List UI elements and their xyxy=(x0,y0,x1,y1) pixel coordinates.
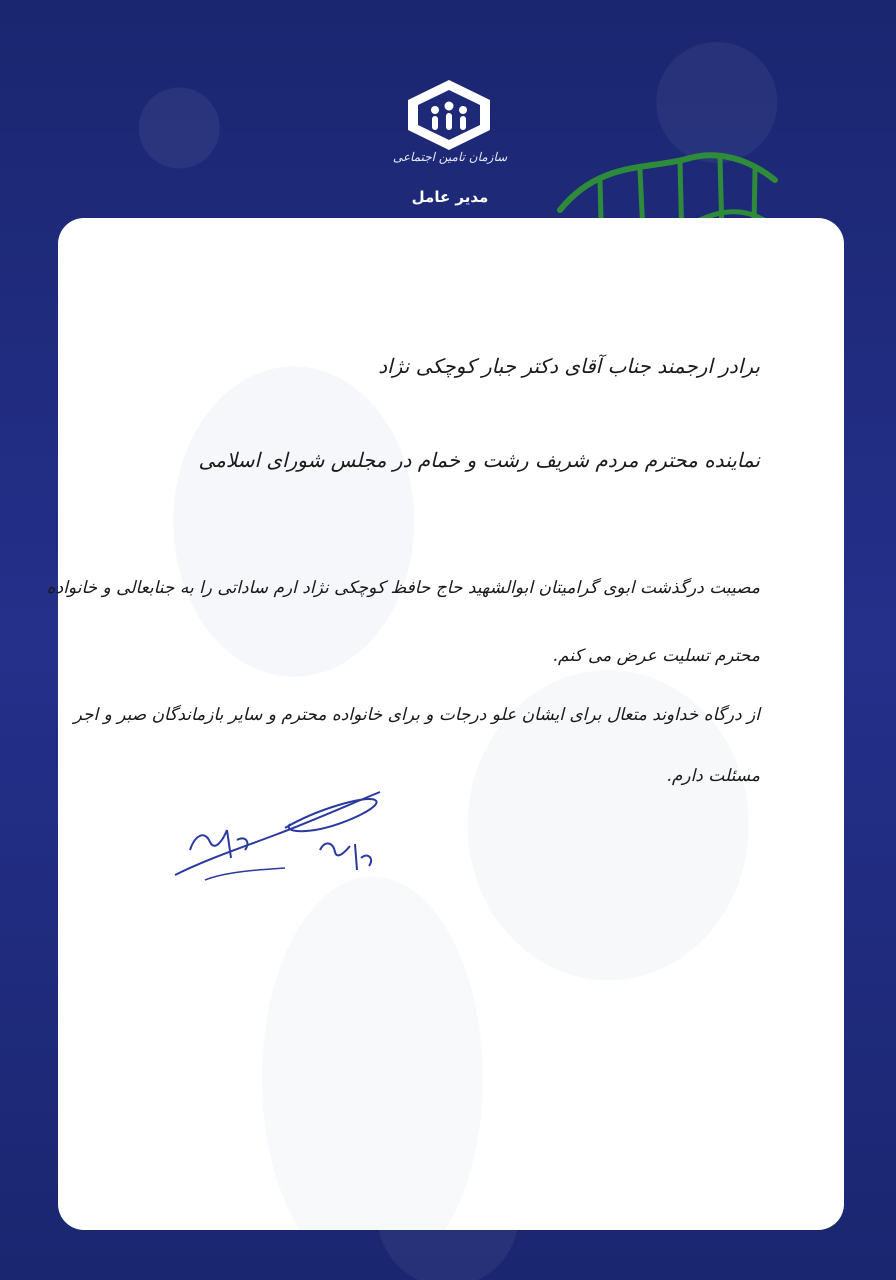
organization-name: سازمان تامین اجتماعی xyxy=(392,150,508,164)
letter-salutation: برادر ارجمند جناب آقای دکتر جبار کوچکی نژاد xyxy=(378,354,760,378)
prayer-paragraph-line-2: مسئلت دارم. xyxy=(666,766,760,786)
prayer-paragraph-line-1: از درگاه خداوند متعال برای ایشان علو درجات و برای خانواده محترم و سایر بازماندگان صبر و اجر xyxy=(73,705,760,725)
signature-icon xyxy=(165,780,395,890)
sender-title: مدیر عامل xyxy=(411,188,489,206)
social-security-logo-icon xyxy=(404,78,494,152)
condolence-paragraph-line-2: محترم تسلیت عرض می کنم. xyxy=(552,646,760,666)
recipient-title: نماینده محترم مردم شریف رشت و خمام در مجلس شورای اسلامی xyxy=(198,448,760,472)
condolence-paragraph-line-1: مصیبت درگذشت ابوی گرامیتان ابوالشهید حاج حافظ کوچکی نژاد ارم ساداتی را به جنابعالی و خانواده xyxy=(46,578,760,598)
